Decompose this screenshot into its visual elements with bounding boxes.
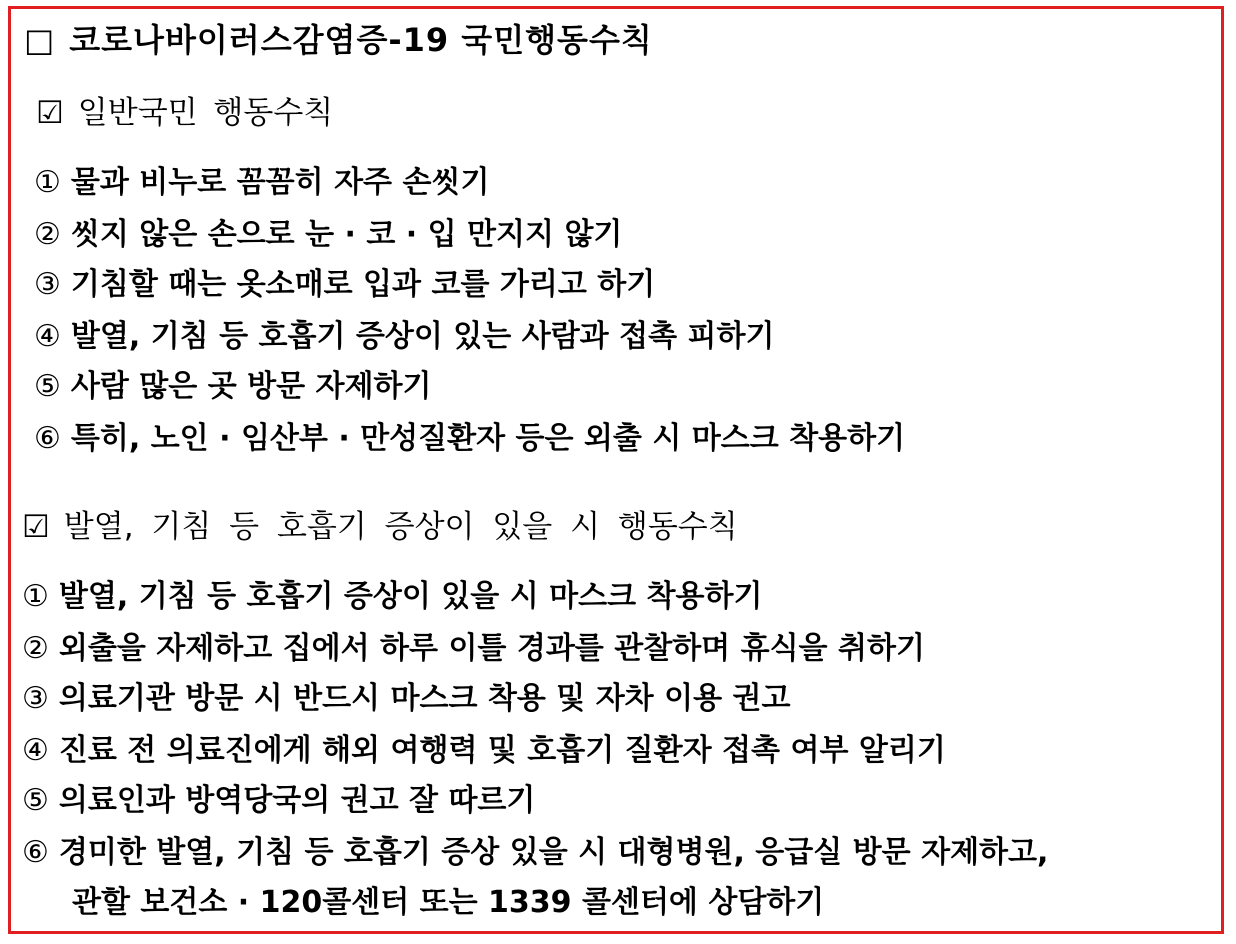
- list-item: [22, 733, 946, 768]
- list-item: [22, 835, 1049, 870]
- list-item: [34, 369, 432, 404]
- item-text: 특히, 노인 · 임산부 · 만성질환자 등은 외출 시 마스크 착용하기: [70, 421, 906, 456]
- item-text: 발열, 기침 등 호흡기 증상이 있는 사람과 접촉 피하기: [70, 319, 775, 354]
- list-item: [34, 319, 775, 354]
- item-number: ①: [22, 579, 49, 614]
- list-item: [34, 421, 906, 456]
- item-text: 기침할 때는 옷소매로 입과 코를 가리고 하기: [70, 267, 656, 302]
- list-item: [22, 681, 791, 716]
- checkbox-empty-icon: □: [24, 21, 56, 59]
- item-number: ⑤: [22, 783, 49, 818]
- item-text: 경미한 발열, 기침 등 호흡기 증상 있을 시 대형병원, 응급실 방문 자제하고,: [58, 835, 1049, 870]
- checkbox-checked-icon: ☑: [36, 95, 64, 131]
- item-text: 의료기관 방문 시 반드시 마스크 착용 및 자차 이용 권고: [58, 681, 791, 716]
- list-item-continuation: 관할 보건소 · 120콜센터 또는 1339 콜센터에 상담하기: [72, 885, 825, 920]
- item-number: ④: [22, 733, 49, 768]
- page-title-text: 코로나바이러스감염증-19 국민행동수칙: [69, 21, 653, 59]
- item-text: 의료인과 방역당국의 권고 잘 따르기: [58, 783, 536, 818]
- section-heading-general: [36, 95, 334, 131]
- page-title: [24, 21, 653, 59]
- list-item: [34, 267, 656, 302]
- list-item: [22, 783, 536, 818]
- item-number: ②: [22, 631, 49, 666]
- item-text: 씻지 않은 손으로 눈 · 코 · 입 만지지 않기: [70, 217, 623, 252]
- item-number: ⑥: [22, 835, 49, 870]
- item-text: 물과 비누로 꼼꼼히 자주 손씻기: [70, 165, 490, 200]
- list-item: [22, 631, 925, 666]
- list-item: [34, 217, 623, 252]
- item-number: ③: [22, 681, 49, 716]
- item-number: ④: [34, 319, 61, 354]
- item-number: ③: [34, 267, 61, 302]
- item-number: ②: [34, 217, 61, 252]
- list-item: [22, 579, 763, 614]
- section-heading-text: 일반국민 행동수칙: [77, 95, 334, 131]
- checkbox-checked-icon: ☑: [22, 509, 50, 545]
- list-item: [34, 165, 490, 200]
- item-number: ①: [34, 165, 61, 200]
- section-heading-symptoms: [22, 509, 738, 545]
- item-text: 사람 많은 곳 방문 자제하기: [70, 369, 432, 404]
- item-text: 발열, 기침 등 호흡기 증상이 있을 시 마스크 착용하기: [58, 579, 763, 614]
- item-number: ⑥: [34, 421, 61, 456]
- section-heading-text: 발열, 기침 등 호흡기 증상이 있을 시 행동수칙: [63, 509, 738, 545]
- item-text: 진료 전 의료진에게 해외 여행력 및 호흡기 질환자 접촉 여부 알리기: [58, 733, 946, 768]
- item-text: 외출을 자제하고 집에서 하루 이틀 경과를 관찰하며 휴식을 취하기: [58, 631, 925, 666]
- item-number: ⑤: [34, 369, 61, 404]
